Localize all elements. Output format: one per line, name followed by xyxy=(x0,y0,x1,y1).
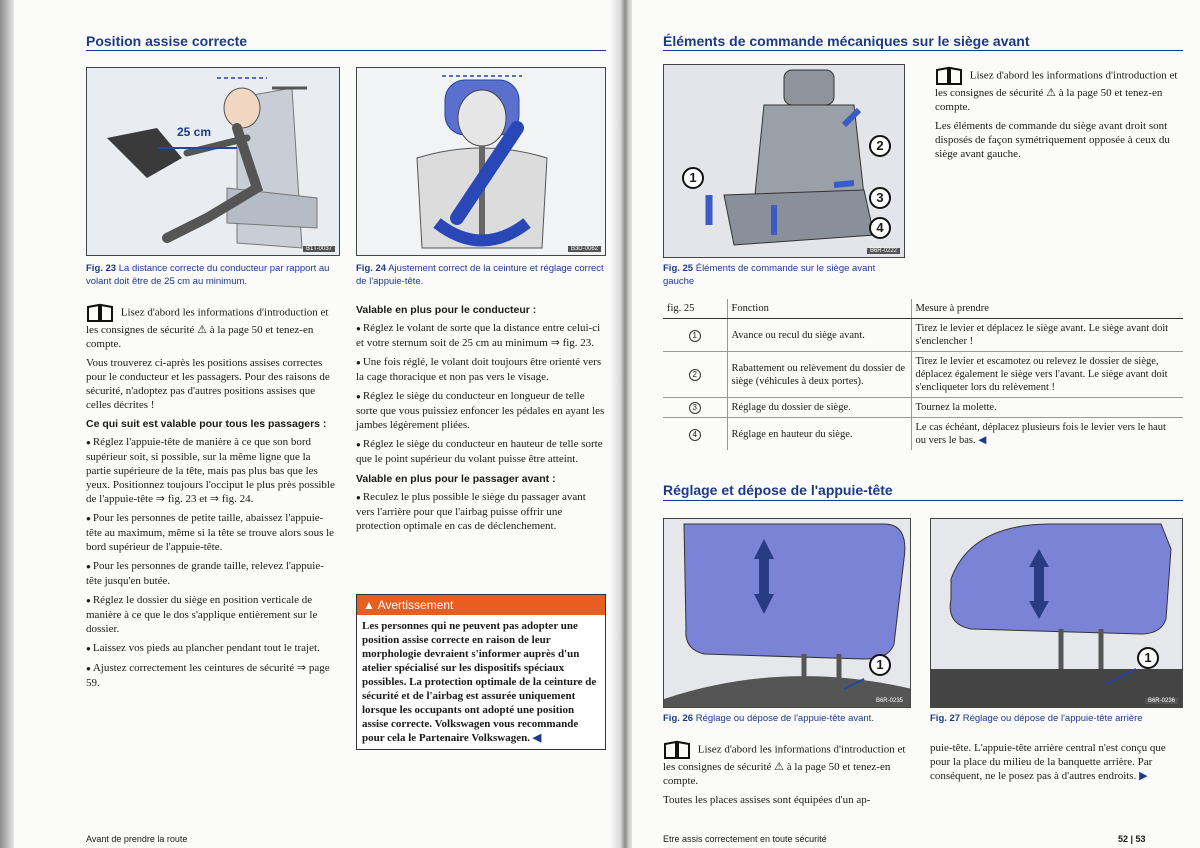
warning-body: Les personnes qui ne peuvent pas adopter une position assise correcte en raison de leur morphologie devraient s'informer auprès d'un atelier spécialisé sur les dispositifs spéciaux possibles. La protection optimale de la ceinture de sécurité et de l'airbag est assurée uniquement lorsque les occupants ont adopté une position assise correcte. Volkswagen vous recommande pour cela le Partenaire Volkswagen. ◀ xyxy=(362,620,597,744)
row-number: 2 xyxy=(663,352,727,398)
skeleton-belt-illustration xyxy=(357,68,606,256)
bullet-item: ● Reculez le plus possible le siège du passager avant vers l'arrière pour que l'airbag puisse offrir une protection optimale en cas de déclenchement. xyxy=(356,490,606,533)
callout-2: 2 xyxy=(869,135,891,157)
paragraph: Vous trouverez ci-après les positions assises correctes pour le conducteur et les passagers. Pour des raisons de sécurité, n'adoptez pas d'autres positions assises que celles décrites ! xyxy=(86,357,330,411)
subheading: Valable en plus pour le conducteur : xyxy=(356,304,537,316)
title-rule xyxy=(663,50,1183,51)
bullet-item: ● Pour les personnes de petite taille, abaissez l'appuie-tête au maximum, même si la tête se trouve alors sous le bord supérieur de l'appuie-tête. xyxy=(86,511,336,554)
end-of-section-arrow-icon: ◀ xyxy=(532,732,542,744)
subheading: Valable en plus pour le passager avant : xyxy=(356,473,556,485)
figure-code: B6R-0236 xyxy=(1145,698,1178,704)
end-of-section-arrow-icon: ◀ xyxy=(978,435,987,446)
fig25-side-text xyxy=(935,66,1183,166)
title-rule xyxy=(663,500,1183,501)
warning-header: ▲ Avertissement xyxy=(357,595,605,615)
figure-27-caption xyxy=(930,712,1183,725)
figure-code: B6R-0222 xyxy=(867,248,900,254)
headrest-text-col1 xyxy=(663,740,911,812)
figure-26-front-headrest xyxy=(663,518,911,708)
table-row xyxy=(663,352,1183,398)
callout-4: 4 xyxy=(869,217,891,239)
figure-24-belt-headrest xyxy=(356,67,606,256)
figure-label: Fig. 23 xyxy=(86,263,117,274)
controls-table xyxy=(663,299,1183,450)
row-function: Avance ou recul du siège avant. xyxy=(727,319,911,352)
figure-label: Fig. 25 xyxy=(663,263,694,274)
row-action: Tirez le levier et escamotez ou relevez le dossier de siège, déplacez également le siège vers l'avant. Le siège avant doit s'encliqueter lors du relèvement ! xyxy=(911,352,1183,398)
callout-1: 1 xyxy=(682,167,704,189)
warning-box xyxy=(356,594,606,750)
row-number: 4 xyxy=(663,418,727,451)
bullet-item: ● Réglez le dossier du siège en position verticale de manière à ce que le dos s'applique entièrement sur le dossier. xyxy=(86,593,336,636)
figure-24-caption xyxy=(356,262,606,288)
bullet-item: ● Réglez le siège du conducteur en hauteur de telle sorte que le point supérieur du volant puisse être atteint. xyxy=(356,437,606,466)
title-rule xyxy=(86,50,606,51)
headrest-text-col2 xyxy=(930,741,1183,788)
figure-label: Fig. 26 xyxy=(663,713,694,724)
figure-25-seat-controls xyxy=(663,64,905,258)
figure-code: B6R-0235 xyxy=(873,698,906,704)
table-row xyxy=(663,319,1183,352)
row-number: 1 xyxy=(663,319,727,352)
table-row xyxy=(663,398,1183,418)
caption-text: Réglage ou dépose de l'appuie-tête avant. xyxy=(695,713,874,724)
figure-25-caption xyxy=(663,262,905,288)
bullet-item: ● Réglez le volant de sorte que la distance entre celui-ci et votre sternum soit de 25 cm au minimum ⇒ fig. 23. xyxy=(356,321,606,350)
table-header-row xyxy=(663,299,1183,319)
row-action: Le cas échéant, déplacez plusieurs fois le levier vers le haut ou vers le bas. ◀ xyxy=(911,418,1183,451)
bullet-item: ● Pour les personnes de grande taille, relevez l'appuie-tête jusqu'en butée. xyxy=(86,559,336,588)
book-icon xyxy=(935,66,963,86)
driver-seat-illustration xyxy=(87,68,340,256)
subheading: Ce qui suit est valable pour tous les passagers : xyxy=(86,418,327,430)
figure-23-caption xyxy=(86,262,336,288)
front-headrest-illustration xyxy=(664,519,911,708)
section-title: Éléments de commande mécaniques sur le siège avant xyxy=(663,33,1030,49)
intro-paragraph: Lisez d'abord les informations d'introduction et les consignes de sécurité ⚠ à la page 50 et tenez-en compte. xyxy=(86,303,336,351)
caption-text: La distance correcte du conducteur par rapport au volant doit être de 25 cm au minimum. xyxy=(86,263,330,287)
callout-3: 3 xyxy=(869,187,891,209)
callout-1: 1 xyxy=(869,654,891,676)
book-icon xyxy=(86,303,114,323)
page-footer: Etre assis correctement en toute sécurité xyxy=(663,834,827,844)
paragraph: Toutes les places assises sont équipées d'un ap- xyxy=(663,794,871,806)
book-icon xyxy=(663,740,691,760)
column-2-text xyxy=(356,303,606,538)
bullet-item: ● Une fois réglé, le volant doit toujours être orienté vers la cage thoracique et non pas vers le visage. xyxy=(356,355,606,384)
row-function: Rabattement ou relèvement du dossier de siège (véhicules à deux portes). xyxy=(727,352,911,398)
caption-text: Éléments de commande sur le siège avant gauche xyxy=(663,263,876,287)
rear-headrest-illustration xyxy=(931,519,1183,708)
figure-code: B3D-0062 xyxy=(568,246,601,252)
figure-label: Fig. 27 xyxy=(930,713,961,724)
column-header: fig. 25 xyxy=(663,299,727,319)
figure-27-rear-headrest xyxy=(930,518,1183,708)
bullet-item: ● Ajustez correctement les ceintures de sécurité ⇒ page 59. xyxy=(86,661,336,690)
bullet-item: ● Laissez vos pieds au plancher pendant tout le trajet. xyxy=(86,641,336,656)
page-edge-shadow xyxy=(0,0,14,848)
row-function: Réglage en hauteur du siège. xyxy=(727,418,911,451)
table-row xyxy=(663,418,1183,451)
continued-arrow-icon: ▶ xyxy=(1139,770,1148,782)
section-title: Réglage et dépose de l'appuie-tête xyxy=(663,482,893,498)
row-function: Réglage du dossier de siège. xyxy=(727,398,911,418)
column-header: Mesure à prendre xyxy=(911,299,1183,319)
column-1-text xyxy=(86,303,336,695)
distance-label: 25 cm xyxy=(177,125,212,139)
figure-23-driver-position xyxy=(86,67,340,256)
paragraph: puie-tête. L'appuie-tête arrière central n'est conçu que pour la place du milieu de la banquette arrière. Par conséquent, ne le posez pas à d'autres endroits. ▶ xyxy=(930,742,1166,782)
intro-paragraph: Lisez d'abord les informations d'introduction et les consignes de sécurité ⚠ à la page 50 et tenez-en compte. xyxy=(935,66,1183,114)
figure-26-caption xyxy=(663,712,911,725)
figure-code: B1T-0037 xyxy=(303,246,335,252)
bullet-item: ● Réglez le siège du conducteur en longueur de telle sorte que vous puissiez enfoncer les pédales en ayant les jambes légèrement pliées. xyxy=(356,389,606,432)
row-action: Tournez la molette. xyxy=(911,398,1183,418)
right-page xyxy=(632,0,1200,848)
page-footer: Avant de prendre la route xyxy=(86,834,188,844)
section-title: Position assise correcte xyxy=(86,33,248,49)
figure-label: Fig. 24 xyxy=(356,263,387,274)
caption-text: Ajustement correct de la ceinture et réglage correct de l'appuie-tête. xyxy=(356,263,604,287)
row-action: Tirez le levier et déplacez le siège avant. Le siège avant doit s'enclencher ! xyxy=(911,319,1183,352)
bullet-item: ● Réglez l'appuie-tête de manière à ce que son bord supérieur soit, si possible, sur la même ligne que la partie supérieure de la tête, mais pas plus bas que les yeux. Positionnez toujours l'occiput le plus près possible de l'appuie-tête ⇒ fig. 23 et ⇒ fig. 24. xyxy=(86,435,336,506)
column-header: Fonction xyxy=(727,299,911,319)
callout-1: 1 xyxy=(1137,647,1159,669)
row-number: 3 xyxy=(663,398,727,418)
paragraph: Les éléments de commande du siège avant droit sont disposés de façon symétriquement opposée à ceux du siège avant gauche. xyxy=(935,120,1170,160)
warning-triangle-icon: ▲ xyxy=(363,598,375,612)
page-numbers: 52 | 53 xyxy=(1118,834,1146,844)
caption-text: Réglage ou dépose de l'appuie-tête arrière xyxy=(962,713,1143,724)
intro-paragraph: Lisez d'abord les informations d'introduction et les consignes de sécurité ⚠ à la page 50 et tenez-en compte. xyxy=(663,740,911,788)
